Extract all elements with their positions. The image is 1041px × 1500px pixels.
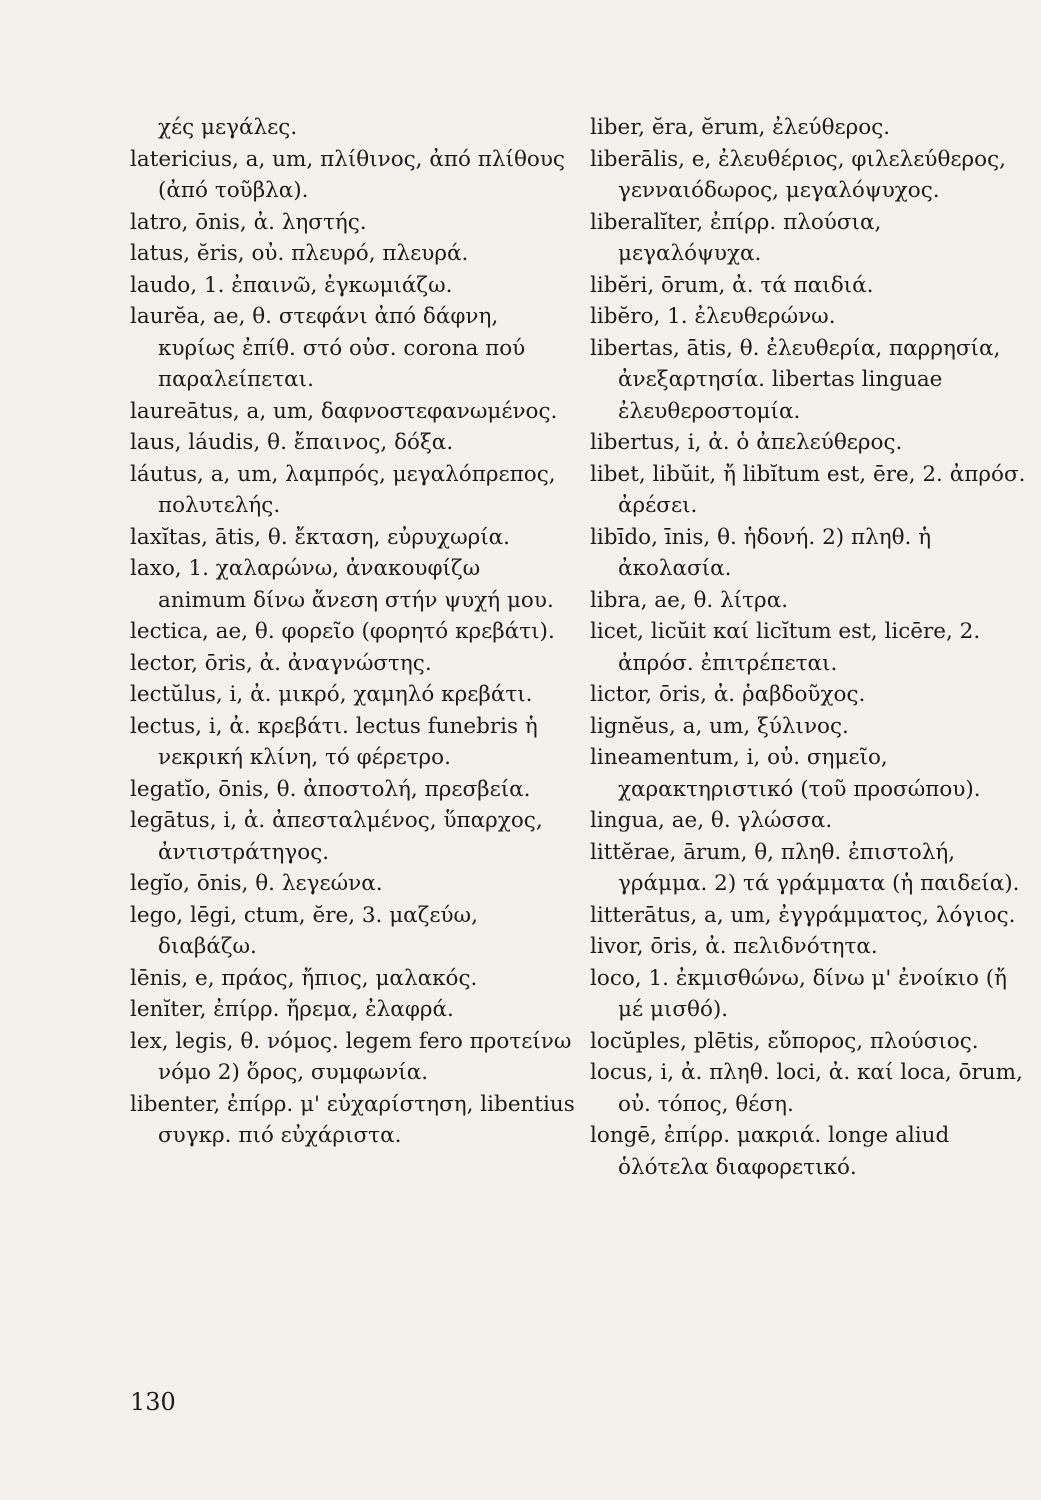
dictionary-entry: libĕri, ōrum, ἀ. τά παιδιά. [590, 272, 874, 298]
dictionary-entry: litterātus, a, um, ἐγγράμματος, λόγιος. [590, 902, 1016, 928]
dictionary-entry: lenĭter, ἐπίρρ. ἤρεμα, ἐλαφρά. [130, 997, 454, 1022]
dictionary-entry: laxo, 1. χαλαρώνω, ἀνακουφίζω animum δίνω ἄνεση στήν ψυχή μου. [130, 556, 554, 613]
dictionary-entry: locus, i, ἀ. πληθ. loci, ἀ. καί loca, ōrum, οὐ. τόπος, θέση. [590, 1060, 1023, 1117]
dictionary-entry: locŭples, plētis, εὔπορος, πλούσιος. [590, 1028, 979, 1054]
dictionary-entry: lignĕus, a, um, ξύλινος. [590, 713, 849, 739]
dictionary-entry: libertas, ātis, θ. ἐλευθερία, παρρησία, ἀνεξαρτησία. libertas linguae ἐλευθεροστομία. [590, 335, 1001, 424]
dictionary-entry: latericius, a, um, πλίθινος, ἀπό πλίθους (ἀπό τοῦβλα). [130, 146, 565, 203]
dictionary-entry: laurĕa, ae, θ. στεφάνι ἀπό δάφνη, κυρίως ἐπίθ. στό οὐσ. corona πού παραλείπεται. [130, 304, 526, 392]
dictionary-entry: lineamentum, i, οὐ. σημεῖο, χαρακτηριστικό (τοῦ προσώπου). [590, 745, 981, 802]
dictionary-entry: liberālis, e, ἐλευθέριος, φιλελεύθερος, γενναιόδωρος, μεγαλόψυχος. [590, 146, 1006, 203]
dictionary-entry: libenter, ἐπίρρ. μ' εὐχαρίστηση, libentius συγκρ. πιό εὐχάριστα. [130, 1091, 575, 1148]
dictionary-entry: liber, ĕra, ĕrum, ἐλεύθερος. [590, 115, 891, 140]
dictionary-entry: longē, ἐπίρρ. μακριά. longe aliud ὁλότελα διαφορετικό. [590, 1123, 950, 1180]
dictionary-entry: loco, 1. ἐκμισθώνω, δίνω μ' ἐνοίκιο (ἤ μέ μισθό). [590, 965, 1008, 1022]
dictionary-entry: lector, ōris, ἀ. ἀναγνώστης. [130, 650, 432, 676]
dictionary-entry: lectica, ae, θ. φορεῖο (φορητό κρεβάτι). [130, 619, 555, 644]
dictionary-entry: libet, libŭit, ἤ libĭtum est, ēre, 2. ἀπρόσ. ἀρέσει. [590, 461, 1026, 518]
dictionary-entry: lingua, ae, θ. γλώσσα. [590, 808, 833, 833]
page-number: 130 [130, 1388, 176, 1416]
dictionary-entry: laudo, 1. ἐπαινῶ, ἐγκωμιάζω. [130, 272, 453, 298]
dictionary-entry: latus, ĕris, οὐ. πλευρό, πλευρά. [130, 241, 469, 266]
dictionary-entry: lectŭlus, i, ἀ. μικρό, χαμηλό κρεβάτι. [130, 682, 533, 707]
dictionary-entry: livor, ōris, ἀ. πελιδνότητα. [590, 934, 878, 959]
dictionary-entry: laus, láudis, θ. ἔπαινος, δόξα. [130, 430, 454, 455]
dictionary-entry: lectus, i, ἀ. κρεβάτι. lectus funebris ἡ νεκρική κλίνη, τό φέρετρο. [130, 713, 538, 770]
dictionary-entry: libīdo, īnis, θ. ἡδονή. 2) πληθ. ἡ ἀκολασία. [590, 524, 932, 581]
dictionary-entry: laxĭtas, ātis, θ. ἔκταση, εὐρυχωρία. [130, 524, 511, 550]
dictionary-entry: liberalĭter, ἐπίρρ. πλούσια, μεγαλόψυχα. [590, 209, 882, 266]
dictionary-entry: latro, ōnis, ἀ. ληστής. [130, 209, 367, 235]
dictionary-entry: licet, licŭit καί licĭtum est, licēre, 2. ἀπρόσ. ἐπιτρέπεται. [590, 619, 981, 676]
dictionary-entry: libertus, i, ἀ. ὁ ἀπελεύθερος. [590, 430, 903, 455]
dictionary-entry: χές μεγάλες. [158, 115, 298, 140]
dictionary-entry: legatĭo, ōnis, θ. ἀποστολή, πρεσβεία. [130, 776, 531, 802]
dictionary-entry: lēnis, e, πράος, ἤπιος, μαλακός. [130, 965, 478, 991]
left-column [130, 112, 575, 1152]
dictionary-entry: legĭo, ōnis, θ. λεγεώνα. [130, 871, 383, 896]
dictionary-entry: laureātus, a, um, δαφνοστεφανωμένος. [130, 398, 558, 424]
dictionary-entry: libĕro, 1. ἐλευθερώνω. [590, 304, 836, 329]
dictionary-entry: lictor, ōris, ἀ. ῥαβδοῦχος. [590, 682, 866, 707]
right-column [590, 112, 1030, 1183]
dictionary-entry: libra, ae, θ. λίτρα. [590, 587, 789, 613]
dictionary-entry: legātus, i, ἀ. ἀπεσταλμένος, ὕπαρχος, ἀντιστράτηγος. [130, 808, 543, 865]
dictionary-entry: láutus, a, um, λαμπρός, μεγαλόπρεπος, πολυτελής. [130, 461, 556, 518]
dictionary-entry: lego, lēgi, ctum, ĕre, 3. μαζεύω, διαβάζω. [130, 902, 478, 959]
dictionary-entry: lex, legis, θ. νόμος. legem fero προτείνω νόμο 2) ὅρος, συμφωνία. [130, 1028, 572, 1085]
dictionary-entry: littĕrae, ārum, θ, πληθ. ἐπιστολή, γράμμα. 2) τά γράμματα (ἡ παιδεία). [590, 839, 1020, 896]
